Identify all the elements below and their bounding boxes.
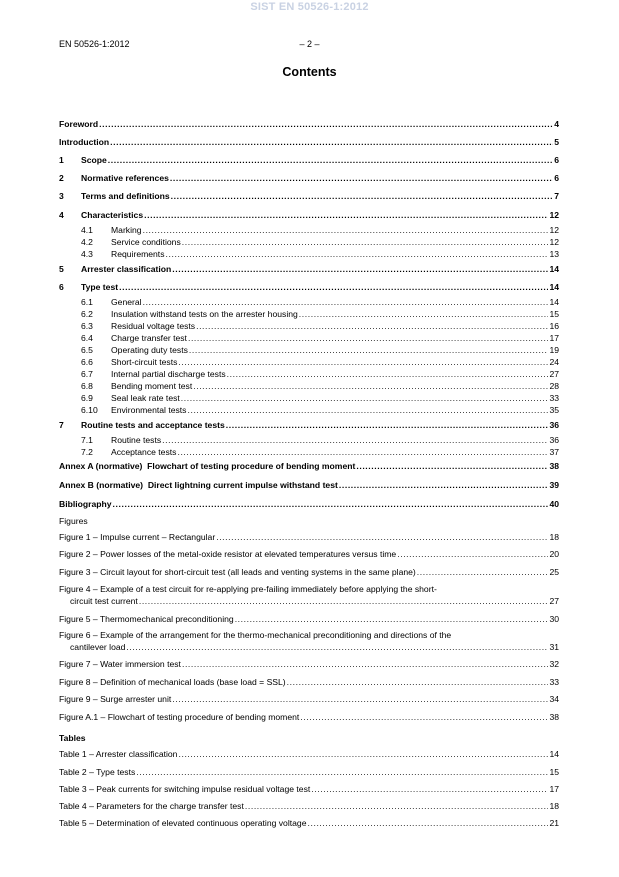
toc-number: 4.2 [81, 237, 93, 247]
toc-page: 14 [549, 297, 559, 307]
toc-number: 7 [59, 420, 64, 430]
toc-page: 15 [549, 767, 559, 777]
toc-page: 38 [549, 461, 559, 471]
toc-page: 38 [549, 712, 559, 722]
toc-page: 17 [549, 784, 559, 794]
header-doc-id: EN 50526-1:2012 [59, 39, 130, 49]
toc-page: 19 [549, 345, 559, 355]
figure-entry[interactable] [59, 566, 559, 578]
toc-label: Characteristics [81, 210, 144, 220]
figure-entry[interactable] [59, 693, 559, 705]
toc-label: Insulation withstand tests on the arrester housing [111, 309, 298, 319]
toc-label: Routine tests and acceptance tests [81, 420, 225, 430]
toc-label: Figure 6 – Example of the arrangement for the thermo-mechanical preconditioning and directions of the [59, 630, 452, 640]
toc-label: Figure 3 – Circuit layout for short-circuit test (all leads and venting systems in the same plane) [59, 567, 416, 577]
toc-number: 6.7 [81, 369, 93, 379]
toc-label: Acceptance tests [111, 447, 177, 457]
toc-label: Figure A.1 – Flowchart of testing procedure of bending moment [59, 712, 300, 722]
toc-entry-introduction[interactable] [59, 136, 559, 148]
toc-label: Service conditions [111, 237, 181, 247]
toc-label: Table 2 – Type tests [59, 767, 136, 777]
toc-entry-annex-a[interactable] [59, 460, 559, 472]
toc-number: 6.10 [81, 405, 98, 415]
toc-page: 12 [549, 237, 559, 247]
toc-number: 5 [59, 264, 64, 274]
table-entry[interactable] [59, 817, 559, 829]
toc-label-continued: cantilever load [70, 642, 126, 652]
toc-label: Terms and definitions [81, 191, 170, 201]
toc-label: Routine tests [111, 435, 162, 445]
toc-page: 12 [549, 225, 559, 235]
toc-entry-6-5[interactable] [59, 344, 559, 356]
toc-label: Figure 8 – Definition of mechanical loads (base load = SSL) [59, 677, 286, 687]
toc-label: Table 1 – Arrester classification [59, 749, 178, 759]
toc-number: 1 [59, 155, 64, 165]
toc-label: Annex B (normative) Direct lightning current impulse withstand test [59, 480, 338, 490]
toc-page: 6 [554, 173, 559, 183]
table-entry[interactable] [59, 783, 559, 795]
toc-page: 31 [549, 642, 559, 652]
table-entry[interactable] [59, 766, 559, 778]
toc-page: 14 [549, 282, 559, 292]
watermark: SIST EN 50526-1:2012 [250, 1, 369, 13]
toc-page: 35 [549, 405, 559, 415]
toc-page: 30 [549, 614, 559, 624]
toc-label: Bibliography [59, 499, 112, 509]
toc-entry-4-2[interactable] [59, 236, 559, 248]
toc-page: 16 [549, 321, 559, 331]
toc-page: 15 [549, 309, 559, 319]
toc-number: 4.1 [81, 225, 93, 235]
toc-number: 6.6 [81, 357, 93, 367]
toc-label: Figure 9 – Surge arrester unit [59, 694, 172, 704]
toc-page: 36 [549, 435, 559, 445]
figure-entry[interactable] [59, 676, 559, 688]
toc-number: 7.2 [81, 447, 93, 457]
page-title: Contents [282, 65, 337, 79]
toc-label: Type test [81, 282, 119, 292]
toc-number: 6.8 [81, 381, 93, 391]
toc-entry-6-8[interactable] [59, 380, 559, 392]
toc-page: 20 [549, 549, 559, 559]
toc-page: 25 [549, 567, 559, 577]
toc-page: 4 [554, 119, 559, 129]
toc-entry-7-1[interactable] [59, 434, 559, 446]
toc-page: 14 [549, 264, 559, 274]
toc-page: 7 [554, 191, 559, 201]
toc-label: Figure 1 – Impulse current – Rectangular [59, 532, 216, 542]
toc-entry-6-9[interactable] [59, 392, 559, 404]
figures-heading: Figures [59, 516, 88, 526]
toc-entry-4-3[interactable] [59, 248, 559, 260]
toc-label: Bending moment test [111, 381, 193, 391]
toc-label: Seal leak rate test [111, 393, 180, 403]
toc-number: 3 [59, 191, 64, 201]
toc-page: 5 [554, 137, 559, 147]
toc-number: 4 [59, 210, 64, 220]
toc-entry-6-4[interactable] [59, 332, 559, 344]
figure-entry[interactable] [59, 583, 559, 607]
toc-entry-characteristics[interactable] [59, 209, 559, 221]
toc-number: 6.2 [81, 309, 93, 319]
figure-entry[interactable] [59, 548, 559, 560]
figure-entry[interactable] [59, 613, 559, 625]
toc-page: 36 [549, 420, 559, 430]
table-entry[interactable] [59, 800, 559, 812]
toc-entry-scope[interactable] [59, 154, 559, 166]
toc-page: 12 [549, 210, 559, 220]
toc-entry-6-1[interactable] [59, 296, 559, 308]
toc-entry-4-1[interactable] [59, 224, 559, 236]
toc-page: 33 [549, 393, 559, 403]
toc-label: Residual voltage tests [111, 321, 196, 331]
toc-page: 27 [549, 369, 559, 379]
toc-number: 6.4 [81, 333, 93, 343]
toc-label: Operating duty tests [111, 345, 188, 355]
figure-entry[interactable] [59, 658, 559, 670]
toc-page: 32 [549, 659, 559, 669]
toc-page: 24 [549, 357, 559, 367]
toc-entry-arrester-classification[interactable] [59, 263, 559, 275]
toc-label: Figure 7 – Water immersion test [59, 659, 181, 669]
toc-number: 7.1 [81, 435, 93, 445]
toc-entry-routine-tests[interactable] [59, 419, 559, 431]
toc-entry-normative-references[interactable] [59, 172, 559, 184]
toc-entry-6-7[interactable] [59, 368, 559, 380]
table-entry[interactable] [59, 748, 559, 760]
toc-label: Environmental tests [111, 405, 187, 415]
toc-entry-foreword[interactable] [59, 118, 559, 130]
toc-label: Annex A (normative) Flowchart of testing procedure of bending moment [59, 461, 356, 471]
figure-entry[interactable] [59, 629, 559, 653]
toc-page: 13 [549, 249, 559, 259]
toc-label: Short-circuit tests [111, 357, 178, 367]
toc-label: Charge transfer test [111, 333, 187, 343]
toc-number: 6.5 [81, 345, 93, 355]
toc-label: Table 4 – Parameters for the charge transfer test [59, 801, 244, 811]
toc-number: 6.3 [81, 321, 93, 331]
figure-entry[interactable] [59, 711, 559, 723]
toc-number: 2 [59, 173, 64, 183]
toc-entry-6-3[interactable] [59, 320, 559, 332]
toc-label-continued: circuit test current [70, 596, 138, 606]
toc-label: Marking [111, 225, 142, 235]
toc-entry-6-10[interactable] [59, 404, 559, 416]
toc-label: Arrester classification [81, 264, 172, 274]
tables-heading: Tables [59, 733, 86, 743]
toc-page: 18 [549, 532, 559, 542]
toc-page: 17 [549, 333, 559, 343]
toc-label: Scope [81, 155, 107, 165]
toc-page: 18 [549, 801, 559, 811]
toc-page: 27 [549, 596, 559, 606]
toc-number: 4.3 [81, 249, 93, 259]
toc-page: 14 [549, 749, 559, 759]
toc-page: 39 [549, 480, 559, 490]
toc-label: Figure 4 – Example of a test circuit for re-applying pre-failing immediately before applying the short- [59, 584, 437, 594]
toc-page: 28 [549, 381, 559, 391]
toc-entry-annex-b[interactable] [59, 479, 559, 491]
toc-label: Introduction [59, 137, 110, 147]
toc-number: 6.1 [81, 297, 93, 307]
toc-entry-6-2[interactable] [59, 308, 559, 320]
figure-entry[interactable] [59, 531, 559, 543]
toc-number: 6 [59, 282, 64, 292]
toc-label: Foreword [59, 119, 99, 129]
toc-page: 40 [549, 499, 559, 509]
toc-entry-7-2[interactable] [59, 446, 559, 458]
toc-number: 6.9 [81, 393, 93, 403]
header-page-number: – 2 – [299, 39, 320, 49]
toc-page: 21 [549, 818, 559, 828]
toc-page: 33 [549, 677, 559, 687]
toc-page: 37 [549, 447, 559, 457]
toc-label: General [111, 297, 142, 307]
toc-label: Figure 2 – Power losses of the metal-oxide resistor at elevated temperatures versus time [59, 549, 397, 559]
toc-entry-type-test[interactable] [59, 281, 559, 293]
toc-label: Internal partial discharge tests [111, 369, 226, 379]
toc-entry-6-6[interactable] [59, 356, 559, 368]
toc-entry-bibliography[interactable] [59, 498, 559, 510]
toc-label: Requirements [111, 249, 165, 259]
toc-label: Table 5 – Determination of elevated continuous operating voltage [59, 818, 307, 828]
toc-page: 34 [549, 694, 559, 704]
toc-page: 6 [554, 155, 559, 165]
toc-label: Normative references [81, 173, 169, 183]
toc-label: Figure 5 – Thermomechanical preconditioning [59, 614, 234, 624]
toc-entry-terms[interactable] [59, 190, 559, 202]
toc-label: Table 3 – Peak currents for switching impulse residual voltage test [59, 784, 311, 794]
